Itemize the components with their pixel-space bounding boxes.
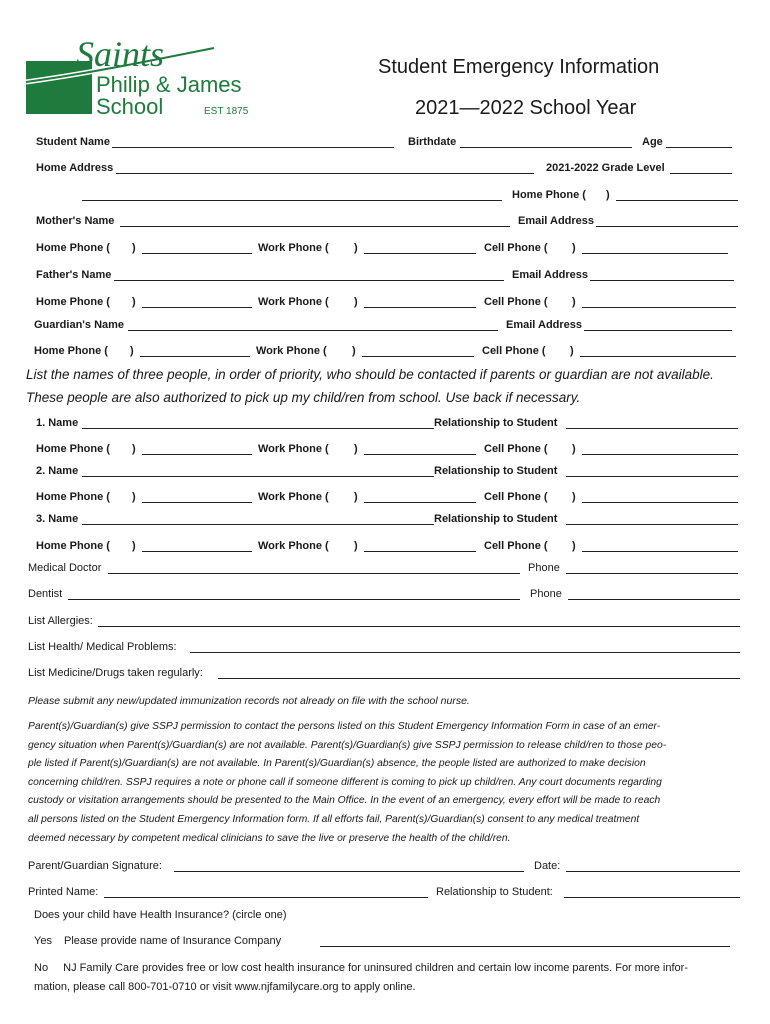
father-work-phone-field[interactable]	[364, 296, 476, 308]
contact-1-row	[36, 417, 746, 435]
no-option[interactable]: No	[34, 962, 49, 974]
doctor-phone-label: Phone	[528, 562, 560, 574]
contact-3-row	[36, 513, 746, 531]
student-home-phone-field[interactable]	[616, 189, 738, 201]
signature-field[interactable]	[174, 860, 524, 872]
guardian-email-label: Email Address	[506, 319, 583, 331]
consent-line: Parent(s)/Guardian(s) give SSPJ permission to contact the persons listed on this Student Emergency Information Form in case of an emer-	[28, 721, 661, 732]
guardian-work-phone-field[interactable]	[362, 345, 474, 357]
instructions-line1: List the names of three people, in order of priority, who should be contacted if parents or guardian are not available.	[26, 367, 714, 382]
contact-2-rel-label: Relationship to Student	[434, 465, 558, 477]
contact-3-rel-field[interactable]	[566, 513, 738, 525]
father-cell-phone-field[interactable]	[582, 296, 736, 308]
contact-3-rel-label: Relationship to Student	[434, 513, 558, 525]
age-label: Age	[642, 136, 663, 148]
consent-line: concerning child/ren. SSPJ requires a note or phone call if someone different is coming to pick up child/ren. Any court documents regarding	[28, 776, 662, 788]
insurance-no-row	[34, 962, 688, 974]
age-field[interactable]	[666, 136, 732, 148]
contact-1-home-phone[interactable]	[142, 443, 252, 455]
contact-2-row	[36, 465, 746, 483]
logo-line2: School	[96, 94, 164, 119]
contact-2-home-phone[interactable]	[142, 491, 252, 503]
father-email-field[interactable]	[590, 269, 734, 281]
problems-label: List Health/ Medical Problems:	[28, 641, 177, 653]
contact-1-phones: Home Phone ( ) Work Phone ( ) Cell Phone ( )	[36, 443, 746, 461]
date-field[interactable]	[566, 860, 740, 872]
contact-3-label: 3. Name	[36, 513, 79, 525]
medicine-label: List Medicine/Drugs taken regularly:	[28, 667, 203, 679]
signature-label: Parent/Guardian Signature:	[28, 860, 162, 872]
mother-email-field[interactable]	[596, 215, 738, 227]
consent-line: ple listed if Parent(s)/Guardian(s) are not available. In Parent(s)/Guardian(s) absence, the people listed are authorized to make decision	[28, 758, 646, 770]
student-row	[36, 136, 746, 154]
contact-2-name-field[interactable]	[82, 465, 434, 477]
contact-3-home-phone[interactable]	[142, 540, 252, 552]
dentist-phone-label: Phone	[530, 588, 562, 600]
school-logo	[24, 34, 260, 124]
form-title: Student Emergency Information	[378, 56, 660, 78]
father-name-label: Father's Name	[36, 269, 112, 281]
dentist-row	[28, 588, 742, 606]
nj-family-care-text: NJ Family Care provides free or low cost health insurance for uninsured children and certain low income parents. For more infor-	[63, 962, 688, 974]
cell-phone-label: Cell Phone (	[484, 242, 548, 254]
doctor-label: Medical Doctor	[28, 562, 102, 574]
student-name-field[interactable]	[112, 136, 394, 148]
contact-3-name-field[interactable]	[82, 513, 434, 525]
relationship-field[interactable]	[564, 886, 740, 898]
contact-1-name-field[interactable]	[82, 417, 434, 429]
contact-2-work-phone[interactable]	[364, 491, 476, 503]
problems-field[interactable]	[190, 641, 740, 653]
allergies-field[interactable]	[98, 615, 740, 627]
home-address-label: Home Address	[36, 162, 114, 174]
mother-phones-row: Home Phone ( ) Work Phone ( ) Cell Phone ( )	[36, 242, 746, 260]
logo-line1: Philip & James	[96, 72, 242, 97]
work-phone-label: Work Phone (	[258, 242, 329, 254]
logo-est: EST 1875	[204, 106, 249, 117]
insurance-company-field[interactable]	[320, 935, 730, 947]
mother-name-field[interactable]	[120, 215, 510, 227]
contact-1-cell-phone[interactable]	[582, 443, 738, 455]
njfamilycare-link[interactable]: www.njfamilycare.org	[234, 981, 339, 993]
grade-level-field[interactable]	[670, 162, 732, 174]
school-year: 2021—2022 School Year	[415, 97, 637, 119]
contact-2-label: 2. Name	[36, 465, 79, 477]
consent-line: custody or visitation arrangements should be presented to the Main Office. In the event of an emergency, every effort will be made to reach	[28, 795, 661, 807]
grade-level-label: 2021-2022 Grade Level	[546, 162, 665, 174]
mother-email-label: Email Address	[518, 215, 595, 227]
guardian-home-phone-field[interactable]	[140, 345, 250, 357]
doctor-field[interactable]	[108, 562, 520, 574]
yes-option[interactable]: Yes	[34, 935, 52, 947]
medicine-field[interactable]	[218, 667, 740, 679]
contact-2-cell-phone[interactable]	[582, 491, 738, 503]
guardian-name-label: Guardian's Name	[34, 319, 125, 331]
insurance-company-label: Please provide name of Insurance Company	[64, 935, 282, 947]
dentist-phone-field[interactable]	[568, 588, 740, 600]
printed-name-label: Printed Name:	[28, 886, 99, 898]
medicine-row	[28, 667, 742, 685]
consent-line: deemed necessary by competent medical clinicians to save the live or preserve the health of the child/ren.	[28, 832, 511, 844]
consent-paragraph	[28, 718, 743, 848]
dentist-field[interactable]	[68, 588, 520, 600]
father-row	[36, 269, 746, 287]
insurance-question: Does your child have Health Insurance? (circle one)	[34, 909, 287, 921]
nj-family-care-text-3: to apply online.	[338, 981, 416, 993]
date-label: Date:	[534, 860, 561, 872]
home-address-field[interactable]	[116, 162, 534, 174]
guardian-row	[34, 319, 744, 337]
logo-script: Saints	[76, 34, 165, 74]
contact-1-rel-label: Relationship to Student	[434, 417, 558, 429]
home-address-field-2[interactable]	[82, 189, 502, 201]
doctor-row	[28, 562, 742, 580]
birthdate-label: Birthdate	[408, 136, 457, 148]
insurance-yes-row	[34, 935, 734, 953]
mother-work-phone-field[interactable]	[364, 242, 476, 254]
contact-3-cell-phone[interactable]	[582, 540, 738, 552]
contact-3-work-phone[interactable]	[364, 540, 476, 552]
student-home-phone-label: Home Phone (	[512, 189, 586, 201]
problems-row	[28, 641, 742, 659]
paren-close: )	[606, 189, 610, 201]
contact-1-label: 1. Name	[36, 417, 79, 429]
relationship-label: Relationship to Student:	[436, 886, 553, 898]
signature-row	[28, 860, 742, 878]
consent-line: all persons listed on the Student Emergency Information form. If all efforts fail, Parent(s)/Guardian(s) consent to any medical treatment	[28, 813, 640, 825]
allergies-row	[28, 615, 742, 633]
home-phone-label: Home Phone (	[36, 242, 110, 254]
allergies-label: List Allergies:	[28, 615, 93, 627]
immunization-note: Please submit any new/updated immunization records not already on file with the school nurse.	[28, 695, 470, 707]
instructions-line2: These people are also authorized to pick up my child/ren from school. Use back if necessary.	[26, 390, 581, 405]
printed-name-field[interactable]	[104, 886, 428, 898]
father-home-phone-field[interactable]	[142, 296, 252, 308]
guardian-cell-phone-field[interactable]	[580, 345, 736, 357]
dentist-label: Dentist	[28, 588, 63, 600]
contact-2-rel-field[interactable]	[566, 465, 738, 477]
mother-cell-phone-field[interactable]	[582, 242, 728, 254]
father-phones-row: Home Phone ( ) Work Phone ( ) Cell Phone ( )	[36, 296, 746, 314]
insurance-no-row-2	[34, 981, 416, 993]
mother-row	[36, 215, 746, 233]
address-row-2	[36, 189, 746, 207]
consent-line: gency situation when Parent(s)/Guardian(s) are not available. Parent(s)/Guardian(s) give SSPJ permission to release child/ren to those peo-	[28, 739, 667, 751]
nj-family-care-text-2: mation, please call 800-701-0710 or visit	[34, 981, 235, 993]
mother-home-phone-field[interactable]	[142, 242, 252, 254]
printed-name-row	[28, 886, 742, 904]
father-email-label: Email Address	[512, 269, 589, 281]
doctor-phone-field[interactable]	[566, 562, 738, 574]
contact-2-phones: Home Phone ( ) Work Phone ( ) Cell Phone ( )	[36, 491, 746, 509]
contact-3-phones: Home Phone ( ) Work Phone ( ) Cell Phone ( )	[36, 540, 746, 558]
birthdate-field[interactable]	[460, 136, 632, 148]
guardian-phones-row: Home Phone ( ) Work Phone ( ) Cell Phone ( )	[34, 345, 744, 363]
father-name-field[interactable]	[114, 269, 504, 281]
contact-1-work-phone[interactable]	[364, 443, 476, 455]
contact-1-rel-field[interactable]	[566, 417, 738, 429]
address-row	[36, 162, 746, 180]
student-name-label: Student Name	[36, 136, 110, 148]
guardian-name-field[interactable]	[128, 319, 498, 331]
guardian-email-field[interactable]	[584, 319, 732, 331]
mother-name-label: Mother's Name	[36, 215, 115, 227]
